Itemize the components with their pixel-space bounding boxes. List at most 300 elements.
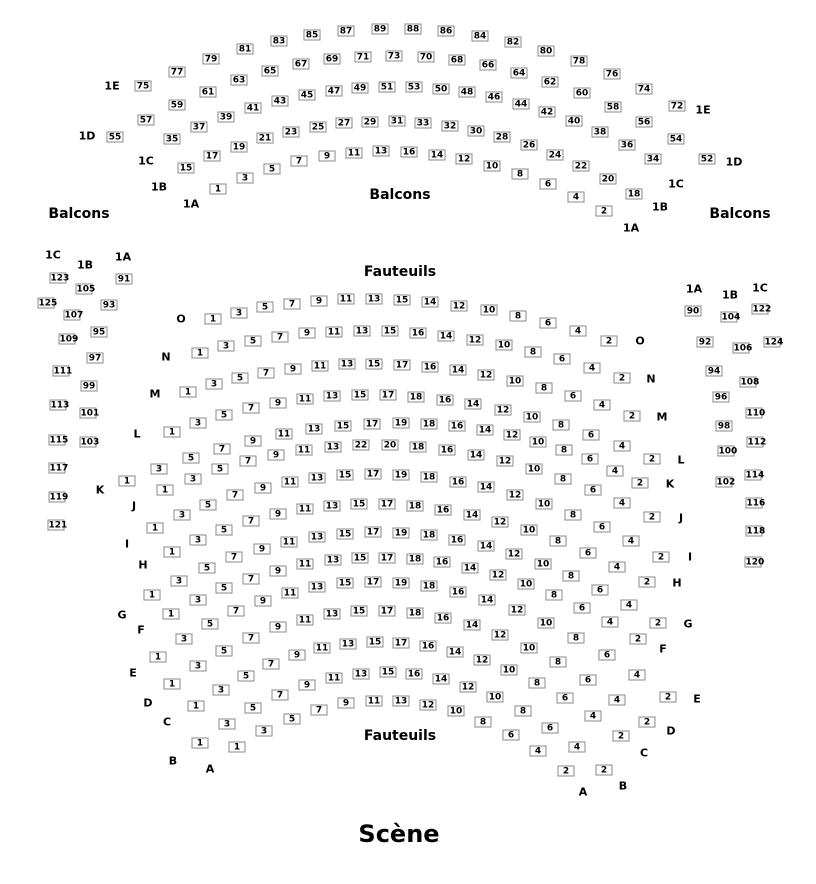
- seat-balcony-side-right-120[interactable]: 120: [745, 557, 765, 568]
- seat-1C-43[interactable]: 43: [272, 96, 289, 107]
- seat-E-12[interactable]: 12: [509, 605, 526, 616]
- seat-L-1[interactable]: 1: [164, 427, 181, 438]
- seat-1E-75[interactable]: 75: [135, 81, 152, 92]
- seat-G-18[interactable]: 18: [421, 530, 438, 541]
- seat-1A-11[interactable]: 11: [346, 148, 363, 159]
- seat-balcony-side-right-102[interactable]: 102: [716, 477, 736, 488]
- seat-balcony-side-left-99[interactable]: 99: [81, 381, 98, 392]
- seat-O-14[interactable]: 14: [422, 297, 439, 308]
- seat-L-11[interactable]: 11: [297, 394, 314, 405]
- seat-M-15[interactable]: 15: [366, 359, 383, 370]
- seat-L-12[interactable]: 12: [495, 405, 512, 416]
- seat-E-5[interactable]: 5: [202, 619, 219, 630]
- seat-balcony-side-right-94[interactable]: 94: [706, 366, 723, 377]
- seat-E-16[interactable]: 16: [450, 587, 467, 598]
- seat-1C-39[interactable]: 39: [218, 112, 235, 123]
- seat-I-6[interactable]: 6: [594, 522, 611, 533]
- seat-1A-14[interactable]: 14: [429, 150, 446, 161]
- seat-1D-71[interactable]: 71: [355, 52, 372, 63]
- seat-K-15[interactable]: 15: [335, 421, 352, 432]
- seat-L-17[interactable]: 17: [380, 390, 397, 401]
- seat-I-15[interactable]: 15: [337, 470, 354, 481]
- seat-balcony-side-right-98[interactable]: 98: [716, 421, 733, 432]
- seat-F-8[interactable]: 8: [546, 590, 563, 601]
- seat-L-7[interactable]: 7: [243, 403, 260, 414]
- seat-I-4[interactable]: 4: [623, 536, 640, 547]
- seat-O-12[interactable]: 12: [451, 301, 468, 312]
- seat-B-8[interactable]: 8: [515, 706, 532, 717]
- seat-balcony-side-left-93[interactable]: 93: [101, 300, 118, 311]
- seat-F-9[interactable]: 9: [270, 566, 287, 577]
- seat-L-6[interactable]: 6: [583, 430, 600, 441]
- seat-N-7[interactable]: 7: [272, 332, 289, 343]
- seat-1A-5[interactable]: 5: [264, 164, 281, 175]
- seat-H-12[interactable]: 12: [492, 517, 509, 528]
- seat-G-12[interactable]: 12: [506, 549, 523, 560]
- seat-O-1[interactable]: 1: [205, 314, 222, 325]
- seat-G-6[interactable]: 6: [592, 585, 609, 596]
- seat-1B-31[interactable]: 31: [389, 116, 406, 127]
- seat-O-2[interactable]: 2: [601, 336, 618, 347]
- seat-N-2[interactable]: 2: [614, 373, 631, 384]
- seat-O-3[interactable]: 3: [231, 308, 248, 319]
- seat-O-15[interactable]: 15: [394, 295, 411, 306]
- seat-N-9[interactable]: 9: [299, 328, 316, 339]
- seat-D-7[interactable]: 7: [243, 633, 260, 644]
- seat-1A-4[interactable]: 4: [568, 192, 585, 203]
- seat-A-5[interactable]: 5: [284, 714, 301, 725]
- seat-B-11[interactable]: 11: [326, 673, 343, 684]
- seat-1E-80[interactable]: 80: [538, 46, 555, 57]
- seat-balcony-side-left-105[interactable]: 105: [76, 284, 96, 295]
- seat-F-10[interactable]: 10: [518, 579, 535, 590]
- seat-B-6[interactable]: 6: [542, 723, 559, 734]
- seat-G-13[interactable]: 13: [309, 532, 326, 543]
- seat-balcony-side-right-106[interactable]: 106: [733, 343, 753, 354]
- seat-G-10[interactable]: 10: [535, 559, 552, 570]
- seat-I-2[interactable]: 2: [653, 552, 670, 563]
- seat-H-8[interactable]: 8: [550, 536, 567, 547]
- seat-I-13[interactable]: 13: [309, 473, 326, 484]
- seat-1B-28[interactable]: 28: [494, 132, 511, 143]
- seat-N-11[interactable]: 11: [326, 327, 343, 338]
- seat-balcony-side-left-95[interactable]: 95: [91, 327, 108, 338]
- seat-K-3[interactable]: 3: [151, 464, 168, 475]
- seat-I-18[interactable]: 18: [421, 472, 438, 483]
- seat-1D-59[interactable]: 59: [169, 100, 186, 111]
- seat-1D-70[interactable]: 70: [418, 52, 435, 63]
- seat-1B-19[interactable]: 19: [231, 142, 248, 153]
- seat-H-17[interactable]: 17: [379, 499, 396, 510]
- seat-1D-55[interactable]: 55: [107, 132, 124, 143]
- seat-F-11[interactable]: 11: [297, 559, 314, 570]
- seat-L-13[interactable]: 13: [324, 391, 341, 402]
- seat-M-5[interactable]: 5: [232, 373, 249, 384]
- seat-D-18[interactable]: 18: [407, 608, 424, 619]
- seat-L-5[interactable]: 5: [216, 410, 233, 421]
- seat-K-4[interactable]: 4: [607, 466, 624, 477]
- seat-M-8[interactable]: 8: [536, 383, 553, 394]
- seat-C-14[interactable]: 14: [447, 647, 464, 658]
- seat-H-7[interactable]: 7: [243, 516, 260, 527]
- seat-L-8[interactable]: 8: [553, 420, 570, 431]
- seat-K-1[interactable]: 1: [119, 476, 136, 487]
- seat-J-18[interactable]: 18: [410, 442, 427, 453]
- seat-1B-33[interactable]: 33: [415, 118, 432, 129]
- seat-B-9[interactable]: 9: [299, 680, 316, 691]
- seat-N-13[interactable]: 13: [354, 326, 371, 337]
- seat-1D-66[interactable]: 66: [480, 60, 497, 71]
- seat-J-2[interactable]: 2: [644, 512, 661, 523]
- seat-E-18[interactable]: 18: [421, 581, 438, 592]
- seat-balcony-side-left-125[interactable]: 125: [38, 298, 58, 309]
- seat-M-9[interactable]: 9: [285, 364, 302, 375]
- seat-B-13[interactable]: 13: [353, 669, 370, 680]
- seat-F-18[interactable]: 18: [407, 554, 424, 565]
- seat-balcony-side-left-113[interactable]: 113: [50, 400, 70, 411]
- seat-H-13[interactable]: 13: [324, 501, 341, 512]
- seat-M-14[interactable]: 14: [450, 365, 467, 376]
- seat-1A-7[interactable]: 7: [291, 156, 308, 167]
- seat-C-8[interactable]: 8: [529, 678, 546, 689]
- seat-F-7[interactable]: 7: [243, 574, 260, 585]
- seat-I-19[interactable]: 19: [393, 470, 410, 481]
- seat-C-2[interactable]: 2: [613, 731, 630, 742]
- seat-D-16[interactable]: 16: [435, 613, 452, 624]
- seat-M-2[interactable]: 2: [624, 411, 641, 422]
- seat-H-10[interactable]: 10: [521, 525, 538, 536]
- seat-balcony-side-left-109[interactable]: 109: [59, 334, 79, 345]
- seat-E-11[interactable]: 11: [282, 588, 299, 599]
- seat-J-20[interactable]: 20: [382, 440, 399, 451]
- seat-J-12[interactable]: 12: [497, 456, 514, 467]
- seat-G-2[interactable]: 2: [650, 618, 667, 629]
- seat-B-5[interactable]: 5: [245, 703, 262, 714]
- seat-K-18[interactable]: 18: [421, 419, 438, 430]
- seat-O-11[interactable]: 11: [338, 294, 355, 305]
- seat-N-1[interactable]: 1: [192, 348, 209, 359]
- seat-J-16[interactable]: 16: [439, 445, 456, 456]
- seat-K-2[interactable]: 2: [632, 478, 649, 489]
- seat-N-10[interactable]: 10: [496, 340, 513, 351]
- seat-balcony-side-right-118[interactable]: 118: [746, 526, 766, 537]
- seat-O-8[interactable]: 8: [510, 311, 527, 322]
- seat-F-17[interactable]: 17: [379, 553, 396, 564]
- seat-1D-62[interactable]: 62: [542, 77, 559, 88]
- seat-C-11[interactable]: 11: [314, 643, 331, 654]
- seat-L-14[interactable]: 14: [465, 399, 482, 410]
- seat-N-12[interactable]: 12: [467, 335, 484, 346]
- seat-N-16[interactable]: 16: [410, 328, 427, 339]
- seat-1D-60[interactable]: 60: [574, 88, 591, 99]
- seat-1B-24[interactable]: 24: [547, 150, 564, 161]
- seat-H-11[interactable]: 11: [297, 504, 314, 515]
- seat-N-3[interactable]: 3: [218, 341, 235, 352]
- seat-1B-32[interactable]: 32: [442, 121, 459, 132]
- seat-D-14[interactable]: 14: [464, 620, 481, 631]
- seat-N-6[interactable]: 6: [554, 354, 571, 365]
- seat-I-17[interactable]: 17: [365, 469, 382, 480]
- seat-1B-29[interactable]: 29: [362, 117, 379, 128]
- seat-I-10[interactable]: 10: [536, 499, 553, 510]
- seat-1E-77[interactable]: 77: [169, 67, 186, 78]
- seat-1B-25[interactable]: 25: [310, 122, 327, 133]
- seat-K-19[interactable]: 19: [393, 418, 410, 429]
- seat-1B-27[interactable]: 27: [336, 118, 353, 129]
- seat-C-5[interactable]: 5: [238, 671, 255, 682]
- seat-G-1[interactable]: 1: [144, 590, 161, 601]
- seat-J-7[interactable]: 7: [240, 456, 257, 467]
- seat-K-10[interactable]: 10: [530, 437, 547, 448]
- seat-L-4[interactable]: 4: [614, 441, 631, 452]
- seat-1C-40[interactable]: 40: [566, 116, 583, 127]
- seat-L-10[interactable]: 10: [524, 412, 541, 423]
- seat-balcony-side-right-122[interactable]: 122: [752, 304, 772, 315]
- seat-M-7[interactable]: 7: [258, 368, 275, 379]
- seat-A-7[interactable]: 7: [311, 705, 328, 716]
- seat-B-7[interactable]: 7: [272, 690, 289, 701]
- seat-H-9[interactable]: 9: [270, 509, 287, 520]
- seat-balcony-side-right-96[interactable]: 96: [713, 392, 730, 403]
- seat-1E-76[interactable]: 76: [604, 69, 621, 80]
- seat-D-12[interactable]: 12: [492, 630, 509, 641]
- seat-G-14[interactable]: 14: [478, 541, 495, 552]
- seat-1A-12[interactable]: 12: [456, 154, 473, 165]
- seat-1C-44[interactable]: 44: [513, 99, 530, 110]
- seat-1E-79[interactable]: 79: [203, 54, 220, 65]
- seat-H-3[interactable]: 3: [190, 535, 207, 546]
- seat-E-9[interactable]: 9: [255, 596, 272, 607]
- seat-1E-72[interactable]: 72: [669, 101, 686, 112]
- seat-H-2[interactable]: 2: [639, 577, 656, 588]
- seat-J-6[interactable]: 6: [585, 485, 602, 496]
- seat-F-3[interactable]: 3: [190, 595, 207, 606]
- seat-L-18[interactable]: 18: [408, 392, 425, 403]
- seat-1E-84[interactable]: 84: [472, 31, 489, 42]
- seat-M-6[interactable]: 6: [565, 391, 582, 402]
- seat-G-9[interactable]: 9: [254, 544, 271, 555]
- seat-H-18[interactable]: 18: [407, 501, 424, 512]
- seat-M-10[interactable]: 10: [507, 376, 524, 387]
- seat-F-2[interactable]: 2: [630, 634, 647, 645]
- seat-E-10[interactable]: 10: [538, 618, 555, 629]
- seat-G-7[interactable]: 7: [226, 552, 243, 563]
- seat-D-9[interactable]: 9: [270, 622, 287, 633]
- seat-C-13[interactable]: 13: [340, 639, 357, 650]
- seat-1D-69[interactable]: 69: [324, 54, 341, 65]
- seat-J-22[interactable]: 22: [353, 440, 370, 451]
- seat-1D-57[interactable]: 57: [138, 115, 155, 126]
- seat-1C-35[interactable]: 35: [164, 134, 181, 145]
- seat-D-11[interactable]: 11: [297, 615, 314, 626]
- seat-M-13[interactable]: 13: [339, 359, 356, 370]
- seat-E-15[interactable]: 15: [337, 578, 354, 589]
- seat-M-17[interactable]: 17: [394, 360, 411, 371]
- seat-C-9[interactable]: 9: [289, 650, 306, 661]
- seat-1E-82[interactable]: 82: [505, 37, 522, 48]
- seat-1C-46[interactable]: 46: [486, 92, 503, 103]
- seat-G-16[interactable]: 16: [449, 535, 466, 546]
- seat-O-6[interactable]: 6: [540, 318, 557, 329]
- seat-E-2[interactable]: 2: [660, 692, 677, 703]
- seat-O-9[interactable]: 9: [311, 296, 328, 307]
- seat-G-4[interactable]: 4: [621, 600, 638, 611]
- seat-1C-38[interactable]: 38: [592, 127, 609, 138]
- seat-G-8[interactable]: 8: [563, 571, 580, 582]
- seat-J-5[interactable]: 5: [212, 464, 229, 475]
- seat-F-1[interactable]: 1: [163, 609, 180, 620]
- seat-E-13[interactable]: 13: [309, 582, 326, 593]
- seat-1A-9[interactable]: 9: [319, 151, 336, 162]
- seat-1C-51[interactable]: 51: [379, 82, 396, 93]
- seat-1D-67[interactable]: 67: [293, 59, 310, 70]
- seat-A-2[interactable]: 2: [558, 766, 575, 777]
- seat-M-1[interactable]: 1: [180, 387, 197, 398]
- seat-balcony-side-left-97[interactable]: 97: [87, 353, 104, 364]
- seat-I-16[interactable]: 16: [450, 477, 467, 488]
- seat-1A-13[interactable]: 13: [373, 146, 390, 157]
- seat-C-6[interactable]: 6: [557, 693, 574, 704]
- seat-B-3[interactable]: 3: [219, 719, 236, 730]
- seat-K-13[interactable]: 13: [306, 424, 323, 435]
- seat-balcony-side-right-112[interactable]: 112: [747, 437, 767, 448]
- seat-1D-61[interactable]: 61: [200, 87, 217, 98]
- seat-1D-68[interactable]: 68: [449, 55, 466, 66]
- seat-B-10[interactable]: 10: [487, 692, 504, 703]
- seat-M-16[interactable]: 16: [422, 362, 439, 373]
- seat-D-17[interactable]: 17: [379, 606, 396, 617]
- seat-balcony-side-left-103[interactable]: 103: [80, 437, 100, 448]
- seat-E-17[interactable]: 17: [365, 577, 382, 588]
- seat-L-15[interactable]: 15: [352, 390, 369, 401]
- seat-1D-73[interactable]: 73: [386, 51, 403, 62]
- seat-1B-30[interactable]: 30: [468, 126, 485, 137]
- seat-balcony-side-left-117[interactable]: 117: [49, 463, 69, 474]
- seat-1E-74[interactable]: 74: [636, 84, 653, 95]
- seat-balcony-side-right-92[interactable]: 92: [697, 337, 714, 348]
- seat-I-8[interactable]: 8: [565, 510, 582, 521]
- seat-1E-88[interactable]: 88: [405, 24, 422, 35]
- seat-balcony-side-left-123[interactable]: 123: [50, 273, 70, 284]
- seat-F-16[interactable]: 16: [434, 557, 451, 568]
- seat-balcony-side-right-100[interactable]: 100: [718, 446, 738, 457]
- seat-F-4[interactable]: 4: [602, 617, 619, 628]
- seat-J-9[interactable]: 9: [268, 450, 285, 461]
- seat-I-3[interactable]: 3: [174, 510, 191, 521]
- seat-D-1[interactable]: 1: [164, 679, 181, 690]
- seat-I-11[interactable]: 11: [282, 477, 299, 488]
- seat-balcony-side-right-114[interactable]: 114: [745, 470, 765, 481]
- seat-F-13[interactable]: 13: [325, 555, 342, 566]
- seat-balcony-side-left-115[interactable]: 115: [49, 435, 69, 446]
- seat-I-1[interactable]: 1: [147, 523, 164, 534]
- seat-I-12[interactable]: 12: [507, 490, 524, 501]
- seat-1C-47[interactable]: 47: [326, 86, 343, 97]
- seat-C-10[interactable]: 10: [501, 665, 518, 676]
- seat-H-16[interactable]: 16: [435, 505, 452, 516]
- seat-D-5[interactable]: 5: [216, 646, 233, 657]
- seat-E-4[interactable]: 4: [629, 670, 646, 681]
- seat-O-7[interactable]: 7: [284, 299, 301, 310]
- seat-1A-6[interactable]: 6: [540, 179, 557, 190]
- seat-J-3[interactable]: 3: [185, 474, 202, 485]
- seat-G-3[interactable]: 3: [171, 576, 188, 587]
- seat-C-1[interactable]: 1: [188, 701, 205, 712]
- seat-1E-87[interactable]: 87: [338, 26, 355, 37]
- seat-F-14[interactable]: 14: [462, 563, 479, 574]
- seat-1C-42[interactable]: 42: [539, 107, 556, 118]
- seat-H-4[interactable]: 4: [609, 562, 626, 573]
- seat-1B-26[interactable]: 26: [521, 140, 538, 151]
- seat-1B-22[interactable]: 22: [573, 161, 590, 172]
- seat-J-4[interactable]: 4: [614, 498, 631, 509]
- seat-1D-52[interactable]: 52: [699, 154, 716, 165]
- seat-D-10[interactable]: 10: [521, 643, 538, 654]
- seat-N-14[interactable]: 14: [438, 331, 455, 342]
- seat-I-9[interactable]: 9: [255, 483, 272, 494]
- seat-A-10[interactable]: 10: [448, 706, 465, 717]
- seat-1C-36[interactable]: 36: [619, 140, 636, 151]
- seat-balcony-side-right-110[interactable]: 110: [746, 408, 766, 419]
- seat-1B-17[interactable]: 17: [204, 151, 221, 162]
- seat-M-12[interactable]: 12: [478, 370, 495, 381]
- seat-H-1[interactable]: 1: [164, 547, 181, 558]
- seat-K-6[interactable]: 6: [582, 454, 599, 465]
- seat-H-5[interactable]: 5: [216, 525, 233, 536]
- seat-G-15[interactable]: 15: [337, 529, 354, 540]
- seat-1D-65[interactable]: 65: [262, 66, 279, 77]
- seat-J-10[interactable]: 10: [526, 464, 543, 475]
- seat-balcony-side-left-91[interactable]: 91: [116, 274, 133, 285]
- seat-H-14[interactable]: 14: [464, 510, 481, 521]
- seat-L-2[interactable]: 2: [644, 454, 661, 465]
- seat-K-5[interactable]: 5: [183, 453, 200, 464]
- seat-M-3[interactable]: 3: [206, 379, 223, 390]
- seat-B-1[interactable]: 1: [192, 738, 209, 749]
- seat-1E-86[interactable]: 86: [438, 26, 455, 37]
- seat-A-4[interactable]: 4: [530, 746, 547, 757]
- seat-F-5[interactable]: 5: [216, 583, 233, 594]
- seat-A-9[interactable]: 9: [338, 698, 355, 709]
- seat-M-11[interactable]: 11: [312, 361, 329, 372]
- seat-A-1[interactable]: 1: [229, 742, 246, 753]
- seat-L-3[interactable]: 3: [190, 418, 207, 429]
- seat-E-8[interactable]: 8: [568, 633, 585, 644]
- seat-balcony-side-left-107[interactable]: 107: [64, 310, 84, 321]
- seat-B-4[interactable]: 4: [569, 742, 586, 753]
- seat-I-5[interactable]: 5: [200, 500, 217, 511]
- seat-K-8[interactable]: 8: [556, 445, 573, 456]
- seat-balcony-side-right-108[interactable]: 108: [740, 377, 760, 388]
- seat-1E-83[interactable]: 83: [271, 36, 288, 47]
- seat-O-13[interactable]: 13: [366, 294, 383, 305]
- seat-1B-18[interactable]: 18: [626, 189, 643, 200]
- seat-E-7[interactable]: 7: [228, 606, 245, 617]
- seat-D-3[interactable]: 3: [190, 661, 207, 672]
- seat-1A-2[interactable]: 2: [596, 206, 613, 217]
- seat-D-6[interactable]: 6: [580, 675, 597, 686]
- seat-N-8[interactable]: 8: [525, 347, 542, 358]
- seat-B-15[interactable]: 15: [380, 667, 397, 678]
- seat-1A-3[interactable]: 3: [237, 173, 254, 184]
- seat-F-6[interactable]: 6: [574, 603, 591, 614]
- seat-G-5[interactable]: 5: [199, 563, 216, 574]
- seat-1C-45[interactable]: 45: [299, 90, 316, 101]
- seat-balcony-side-left-111[interactable]: 111: [53, 366, 73, 377]
- seat-K-12[interactable]: 12: [504, 430, 521, 441]
- seat-L-9[interactable]: 9: [270, 398, 287, 409]
- seat-A-8[interactable]: 8: [475, 717, 492, 728]
